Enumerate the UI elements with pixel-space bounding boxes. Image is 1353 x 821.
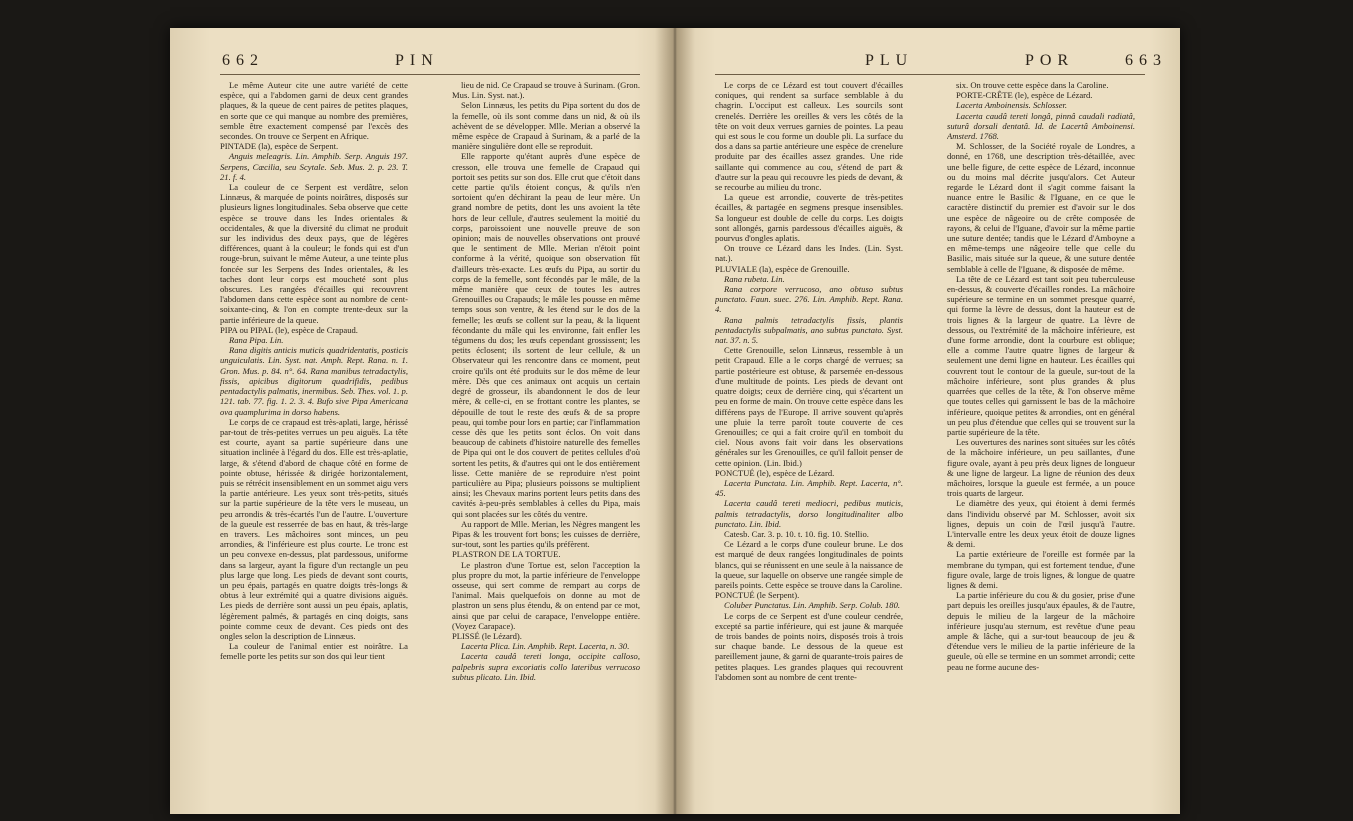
paragraph: PINTADE (la), espèce de Serpent.	[220, 141, 339, 152]
paragraph: Rana rubeta. Lin.	[724, 273, 785, 284]
paragraph: La queue est arrondie, couverte de très-petites écailles, & partagée en segmens presque insensibles. Sa longueur est double de celle du corps. Les doigts sont allongés, garnis pardessous d'écailles aiguës, & pourvus d'ongles aplatis.	[715, 192, 903, 244]
paragraph: PONCTUÉ (le Serpent).	[715, 590, 800, 601]
paragraph: PLISSÉ (le Lézard).	[452, 630, 522, 641]
paragraph: Les ouvertures des narines sont situées sur les côtés de la mâchoire inférieure, un peu saillantes, d'une figure ovale, ayant à peu près deux lignes de longueur & une ligne de largeur. La ligne de réunion des deux mâchoires, lorsque la gueule est fermée, a un pouce trois quarts de largeur.	[947, 437, 1135, 499]
paragraph: Rana corpore verrucoso, ano obtuso subtus punctato. Faun. suec. 276. Lin. Amphib. Rept. Rana. 4.	[715, 284, 903, 315]
paragraph: Lacerta Punctata. Lin. Amphib. Rept. Lacerta, n°. 45.	[715, 477, 903, 499]
paragraph: La couleur de l'animal entier est noirâtre. La femelle porte les petits sur son dos qui leur tient	[220, 641, 408, 662]
paragraph: Le plastron d'une Tortue est, selon l'acception la plus propre du mot, la partie inférieure de l'enveloppe osseuse, qui sert comme de rempart au corps de l'animal. Mais quelquefois on donne au mot de plastron un sens plus étendu, & on entend par ce mot, ainsi que par celui de carapace, l'enveloppe entière. (Voyez Carapace).	[452, 559, 640, 631]
running-head: PLU	[865, 52, 914, 69]
paragraph: La couleur de ce Serpent est verdâtre, selon Linnæus, & marquée de points noirâtres, disposés sur plusieurs lignes longitudinales. Seba observe que cette espèce se trouve dans les Indes orientales & occidentales, & que la diversité du climat ne produit sur les individus des deux pays, que de légères différences, quant à la couleur; le fonds qui est d'un rouge-brun, suivant le même Auteur, a une teinte plus foncée sur les Serpens des Indes orientales, & les taches dont leur corps est moucheté sont plus obscures. Les rangées d'écailles qui recouvrent l'abdomen dans cette espèce sont au nombre de cent-soixante-cinq, & l'on en compte trente-deux sur la partie inférieure de la queue.	[220, 182, 408, 325]
paragraph: Le corps de ce crapaud est très-aplati, large, hérissé par-tout de très-petites verrues un peu aiguës. La tête est courte, ayant sa partie supérieure dans une situation inclinée à l'égard du dos. Elle est très-aplatie, large, & s'étend d'abord de chaque côté en forme de pointe obtuse, hérissée & dirigée horizontalement, puis se rétrécit insensiblement en un sommet aigu vers la partie antérieure. Les yeux sont très-petits, situés sur la partie supérieure de la tête vers le museau, un peu arrondis & très-écartés l'un de l'autre. L'ouverture de la gueule est resserrée de bas en haut, & très-large en travers. Les mâchoires sont minces, un peu arrondies, & l'inférieure est plus courte. Le tronc est un peu convexe en-dessus, plat pardessous, uniforme dans sa largeur, ayant la figure d'un rectangle un peu plus large que long. Les pieds de devant sont courts, un peu épais, partagés en quatre doigts très-longs & obtus à leur extrémité qui a quatre divisions aiguës. Les pieds de derrière sont aussi un peu épais, aplatis, légèrement palmés, & partagés en cinq doigts, sans pointe comme ceux de devant. Ces pieds ont des ongles selon la description de Linnæus.	[220, 416, 408, 641]
left-column-1	[220, 80, 408, 810]
paragraph: PLASTRON DE LA TORTUE.	[452, 549, 561, 560]
header-rule	[715, 74, 1145, 75]
paragraph: La tête de ce Lézard est tant soit peu tuberculeuse en-dessus, & couverte d'écailles rondes. La mâchoire supérieure se termine en un sommet presque quarré, qui forme la lèvre de dessus, dont la hauteur est de trois lignes & la largeur de quatre. La lèvre de dessous, ou l'extrémité de la mâchoire inférieure, est d'une forme arrondie, dont la courbure est oblique; elle a comme l'autre quatre lignes de largeur & seulement une demi ligne en hauteur. Les écailles qui couvrent tout le contour de la gueule, sur-tout de la mâchoire inférieure, sont plus grandes & plus quarrées que celles de la tête, & l'on observe même que toutes celles qui garnissent le bas de la mâchoire inférieure, quoique petites & arrondies, ont en général un peu plus d'étendue que celles qui se trouvent sur la partie supérieure de la tête.	[947, 273, 1135, 437]
paragraph: Au rapport de Mlle. Merian, les Nègres mangent les Pipas & les trouvent fort bons; les cuisses de derrière, sur-tout, sont les parties qu'ils préfèrent.	[452, 518, 640, 550]
paragraph: Lacerta caudâ tereti mediocri, pedibus muticis, palmis tetradactylis, dorso longitudinaliter albo punctato. Lin. Ibid.	[715, 498, 903, 529]
paragraph: PONCTUÉ (le), espèce de Lézard.	[715, 467, 835, 478]
left-page-header	[170, 52, 675, 76]
paragraph: Ce Lézard a le corps d'une couleur brune. Le dos est marqué de deux rangées longitudinales de points blancs, qui se réunissent en une seule à la naissance de la queue, sur laquelle on observe une rangée simple de pareils points. Cette espèce se trouve dans la Caroline.	[715, 539, 903, 590]
paragraph: Rana Pipa. Lin.	[229, 335, 284, 346]
page-number: 663	[1125, 52, 1167, 69]
paragraph: Coluber Punctatus. Lin. Amphib. Serp. Colub. 180.	[724, 600, 901, 611]
right-column-1	[715, 80, 903, 810]
paragraph: PORTE-CRÊTE (le), espèce de Lézard.	[956, 90, 1093, 101]
open-book	[170, 28, 1180, 814]
right-page-header	[675, 52, 1180, 76]
paragraph: PIPA ou PIPAL (le), espèce de Crapaud.	[220, 324, 358, 335]
paragraph: PLUVIALE (la), espèce de Grenouille.	[715, 263, 850, 274]
right-page	[675, 28, 1180, 814]
paragraph: six. On trouve cette espèce dans la Caroline.	[956, 80, 1109, 90]
paragraph: M. Schlosser, de la Société royale de Londres, a donné, en 1768, une description très-détaillée, avec une belle figure, de cette espèce de Lézard, inconnue ou du moins mal décrite jusqu'alors. Cet Auteur regarde le Lézard dont il s'agit comme faisant la nuance entre le Basilic & l'Iguane, en ce que le caractère distinctif du premier est d'avoir sur le dos une espèce de nâgeoire ou de crête composée de rayons, & celui de l'Iguane, d'avoir sur la même partie une suture dentée; tandis que le Lézard d'Amboyne a en même-temps une nâgeoire telle que celle du Basilic, mais située sur la queue, & une suture dentée semblable à celle de l'Iguane, & disposée de même.	[947, 141, 1135, 274]
left-page	[170, 28, 675, 814]
paragraph: La partie extérieure de l'oreille est formée par la membrane du tympan, qui est fortement tendue, d'une figure ovale, large de trois lignes, & longue de quatre lignes & demi.	[947, 549, 1135, 590]
page-number: 662	[222, 52, 264, 69]
book-gutter	[655, 28, 695, 814]
paragraph: Lacerta caudâ tereti longâ, pinnâ caudali radiatâ, suturâ dorsali dentatâ. Id. de Lacertâ Amboinensi. Amsterd. 1768.	[947, 110, 1135, 142]
paragraph: Le même Auteur cite une autre variété de cette espèce, qui a l'abdomen garni de deux cent grandes plaques, & la queue de cent paires de petites plaques, en sorte que ce qui manque au nombre des premières, semble être exactement compensé par l'excès des secondes. On trouve ce Serpent en Afrique.	[220, 80, 408, 142]
paragraph: Catesb. Car. 3. p. 10. t. 10. fig. 10. Stellio.	[724, 528, 869, 539]
paragraph: Lacerta caudâ tereti longa, occipite calloso, palpebris supra excoriatis collo lateribus verrucoso subtus plicato. Lin. Ibid.	[452, 651, 640, 682]
paragraph: Lacerta Plica. Lin. Amphib. Rept. Lacerta, n. 30.	[461, 641, 630, 652]
paragraph: Le diamètre des yeux, qui étoient à demi fermés dans l'individu observé par M. Schlosser, avoit six lignes, depuis un coin de l'œil jusqu'à l'autre. L'intervalle entre les deux yeux étoit de douze lignes & demi.	[947, 498, 1135, 550]
left-column-2	[452, 80, 640, 810]
paragraph: Elle rapporte qu'étant auprès d'une espèce de cresson, elle trouva une femelle de Crapaud qui portoit ses petits sur son dos. Elle crut que c'étoit dans cette partie qu'ils étoient conçus, & qu'ils n'en sortoient qu'en déchirant la peau de leur mère. Un grand nombre de petits, dont les uns avoient la tête hors de leur cellule, d'autres seulement la moitié du corps, paroissoient une nouvelle preuve de son opinion; mais de nouvelles observations ont prouvé que le sentiment de Mlle. Merian n'étoit point conforme à la vérité, quoique son observation fût d'ailleurs très-exacte. Les œufs du Pipa, au sortir du corps de la femelle, sont fécondés par le mâle, de la même manière que ceux de toutes les autres Grenouilles ou Crapauds; le mâle les pousse en même temps sous son ventre, & les étend sur le dos de la femelle; les œufs se collent sur la peau, & la liquent fécondante du mâle qui les environne, fait enfler les tégumens du dos; les œufs cependant grossissent; les petits éclosent; ils sortent de leur cellule, & un Observateur qui les rencontre dans ce moment, peut croire qu'ils ont été produits sur le dos même de leur mère. Dès que ces animaux ont acquis un certain degré de grosseur, ils abandonnent le dos de leur mère, & celle-ci, en se frottant contre les plantes, se dépouille de tout le reste des œufs & de sa propre peau, qui tombe pour lors en partie; car l'inflammation cesse dès que les petits sont éclos. On voit dans beaucoup de cabinets d'histoire naturelle des femelles de Pipa qui ont le dos couvert de petites cellules d'où sortent les petits, & d'autres qui ont le dos entièrement lisse. Cette manière de se reproduire n'est point particulière au Pipa; plusieurs poissons se multiplient ainsi; les Chevaux marins portent leurs petits dans des cavités à-peu-près semblables à celles du Pipa, mais qui sont placées sur les côtés du ventre.	[452, 151, 640, 519]
paragraph: lieu de nid. Ce Crapaud se trouve à Surinam. (Gron. Mus. Lin. Syst. nat.).	[452, 80, 640, 101]
paragraph: Rana palmis tetradactylis fissis, plantis pentadactylis subpalmatis, ano subtus punctato. Syst. nat. 37. n. 5.	[715, 314, 903, 346]
right-column-2	[947, 80, 1135, 810]
paragraph: Rana digitis anticis muticis quadridentatis, posticis unguiculatis. Lin. Syst. nat. Amph. Rept. Rana. n. 1. Gron. Mus. p. 84. n°. 64. Rana manibus tetradactylis, fissis, apicibus digitorum quadrifidis, pedibus pentadactylis palmatis, inermibus. Seb. Thes. vol. 1. p. 121. tab. 77. fig. 1. 2. 3. 4. Bufo sive Pipa Americana ova quamplurima in dorso habens.	[220, 345, 408, 417]
paragraph: Le corps de ce Lézard est tout couvert d'écailles coniques, qui rendent sa surface semblable à du chagrin. L'occiput est calleux. Les sourcils sont crenelés. Derrière les oreilles & vers les côtés de la tête on voit deux verrues garnies de pointes. La peau qui est sous le cou forme un double pli. La surface du dos a dans sa partie antérieure une espèce de crenelure produite par des écailles assez grandes. Une ride saillante qui commence au cou, s'étend de part & d'autre sur la peau qui recouvre les pieds de devant, & se recourbe au milieu du tronc.	[715, 80, 903, 193]
paragraph: Lacerta Amboinensis. Schlosser.	[956, 100, 1068, 111]
paragraph: Le corps de ce Serpent est d'une couleur cendrée, excepté sa partie inférieure, qui est jaune & marquée de trois bandes de points noirs, disposés trois à trois sur chaque bande. Le dessous de la queue est pareillement jaune, & garni de quarante-trois paires de petites plaques. Les grandes plaques qui recouvrent l'abdomen sont au nombre de cent trente-	[715, 610, 903, 682]
paragraph: Cette Grenouille, selon Linnæus, ressemble à un petit Crapaud. Elle a le corps chargé de verrues; sa partie postérieure est obtuse, & parsemée en-dessous d'une multitude de points. Les pieds de devant ont quatre doigts; ceux de derrière cinq, qui s'écartent un peu en forme de main. On trouve cette espèce dans les différens pays de l'Europe. Il arrive souvent qu'après une pluie la terre paroît toute couverte de ces Grenouilles; ce qui a fait croire qu'il en tomboit du ciel. Nous avons fait voir dans les observations générales sur les Grenouilles, ce qu'il falloit penser de cette opinion. (Lin. Ibid.)	[715, 345, 903, 468]
running-head-right: POR	[1025, 52, 1075, 69]
paragraph: La partie inférieure du cou & du gosier, prise d'une part depuis les oreilles jusqu'aux épaules, & de l'autre, depuis le milieu de la largeur de la mâchoire inférieure jusqu'au sternum, est revêtue d'une peau ample & lâche, qui a sur-tout beaucoup de jeu & d'étendue vers le milieu de la partie inférieure de la gueule, où elle se termine en un sommet arrondi; cette peau ne forme aucune des-	[947, 590, 1135, 672]
running-head: PIN	[395, 52, 439, 69]
paragraph: Anguis meleagris. Lin. Amphib. Serp. Anguis 197. Serpens, Cæcilia, seu Scytale. Seb. Mus. 2. p. 23. T. 21. f. 4.	[220, 151, 408, 182]
header-rule	[220, 74, 640, 75]
paragraph: Selon Linnæus, les petits du Pipa sortent du dos de la femelle, où ils sont comme dans un nid, & où ils achèvent de se développer. Mlle. Merian a observé la même espèce de Crapaud à Surinam, & a parlé de la manière singulière dont elle se reproduit.	[452, 100, 640, 152]
paragraph: On trouve ce Lézard dans les Indes. (Lin. Syst. nat.).	[715, 243, 903, 264]
